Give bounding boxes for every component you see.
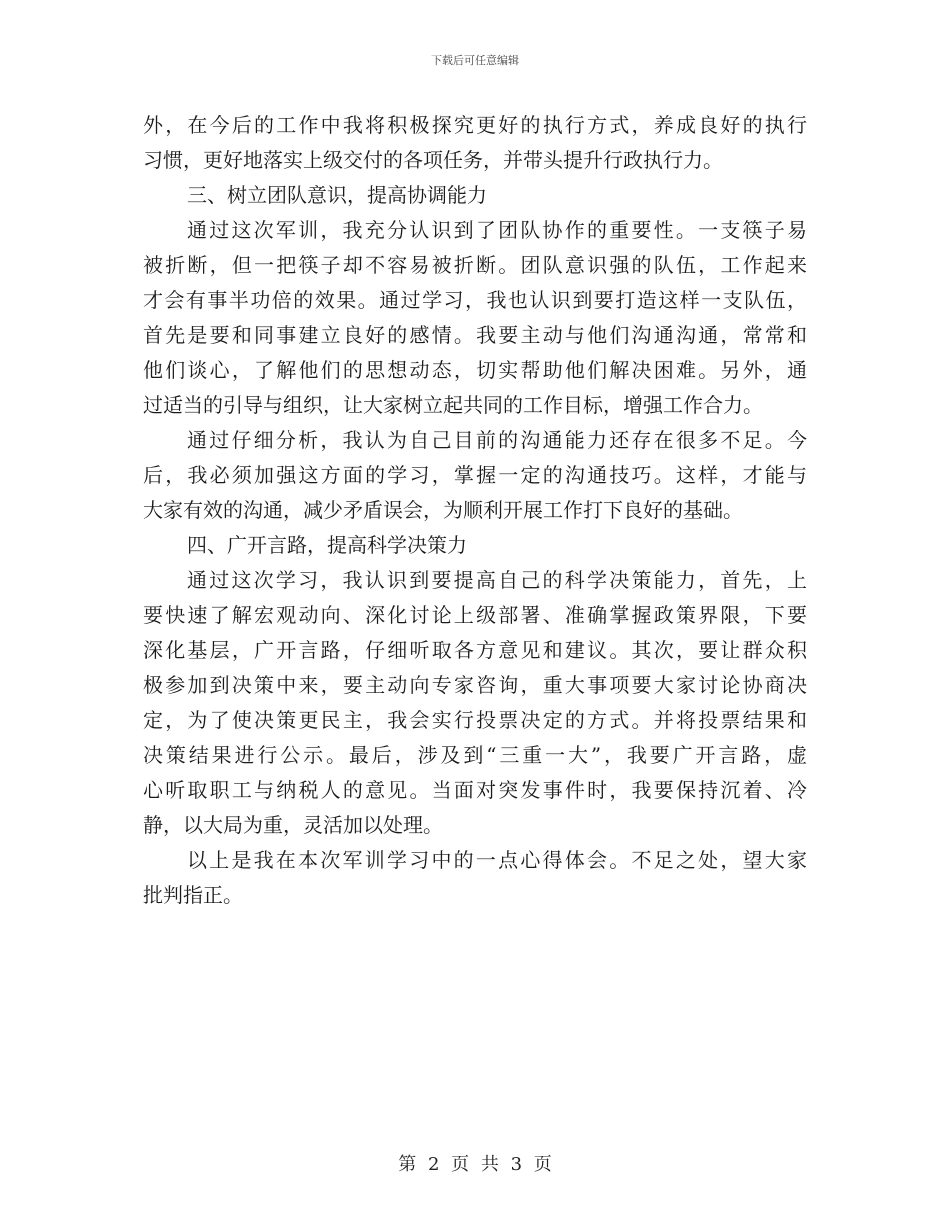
text-line: 要快速了解宏观动向、深化讨论上级部署、准确掌握政策界限，下要 [143, 603, 807, 627]
page-footer: 第 2 页 共 3 页 [398, 1154, 552, 1175]
text-line: 心听取职工与纳税人的意见。当面对突发事件时，我要保持沉着、冷 [143, 778, 807, 802]
text-line: 大家有效的沟通，减少矛盾误会，为顺利开展工作打下良好的基础。 [143, 498, 743, 522]
text-line: 三、树立团队意识，提高协调能力 [187, 183, 487, 207]
body-text [143, 108, 807, 913]
page-header: 下载后可任意编辑 [431, 54, 519, 67]
text-line: 深化基层，广开言路，仔细听取各方意见和建议。其次，要让群众积 [143, 638, 807, 662]
text-line: 通过这次学习，我认识到要提高自己的科学决策能力，首先，上 [187, 568, 807, 592]
text-line: 首先是要和同事建立良好的感情。我要主动与他们沟通沟通，常常和 [143, 323, 807, 347]
text-line: 以上是我在本次军训学习中的一点心得体会。不足之处，望大家 [187, 848, 807, 872]
text-line: 定，为了使决策更民主，我会实行投票决定的方式。并将投票结果和 [143, 708, 807, 732]
text-line: 习惯，更好地落实上级交付的各项任务，并带头提升行政执行力。 [143, 148, 723, 172]
text-line: 静，以大局为重，灵活加以处理。 [143, 813, 443, 837]
text-line: 极参加到决策中来，要主动向专家咨询，重大事项要大家讨论协商决 [143, 673, 807, 697]
text-line: 他们谈心，了解他们的思想动态，切实帮助他们解决困难。另外，通 [143, 358, 807, 382]
text-line: 决策结果进行公示。最后，涉及到“三重一大”，我要广开言路，虚 [143, 743, 807, 767]
text-line: 后，我必须加强这方面的学习，掌握一定的沟通技巧。这样，才能与 [143, 463, 807, 487]
text-line: 被折断，但一把筷子却不容易被折断。团队意识强的队伍，工作起来 [143, 253, 807, 277]
text-line: 才会有事半功倍的效果。通过学习，我也认识到要打造这样一支队伍， [143, 288, 807, 312]
text-line: 四、广开言路，提高科学决策力 [187, 533, 467, 557]
text-line: 通过这次军训，我充分认识到了团队协作的重要性。一支筷子易 [187, 218, 807, 242]
text-line: 通过仔细分析，我认为自己目前的沟通能力还存在很多不足。今 [187, 428, 807, 452]
text-line: 过适当的引导与组织，让大家树立起共同的工作目标，增强工作合力。 [143, 393, 763, 417]
text-line: 外，在今后的工作中我将积极探究更好的执行方式，养成良好的执行 [143, 113, 807, 137]
text-line: 批判指正。 [143, 883, 243, 907]
